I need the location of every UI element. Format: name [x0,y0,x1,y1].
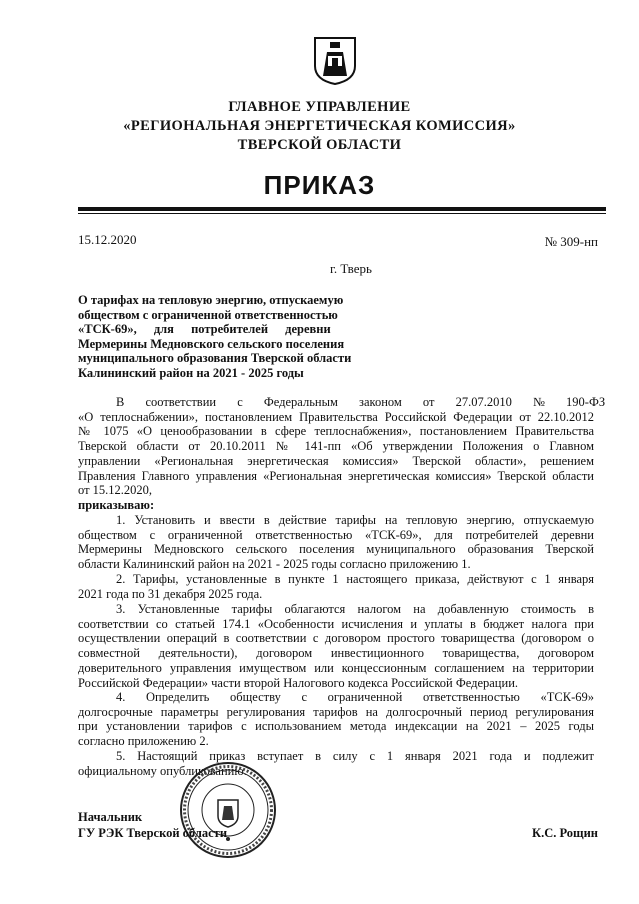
text-line: управлении «Региональная энергетическая комиссия» Тверской области», решением [78,453,594,468]
header-divider [78,207,606,211]
text-line: В соответствии с Федеральным законом от 27.07.2010 № 190-ФЗ [116,395,606,409]
text-line: от 15.12.2020, [78,483,153,498]
text-line: Мермерины Медновского сельского поселения муниципального образования Тверской [78,542,594,557]
text-line: области Калининский район на 2021 - 2025 годы согласно приложению 1. [78,557,471,572]
orders-word: приказываю: [78,497,155,512]
coat-of-arms-icon [313,36,357,86]
text-line: 3. Установленные тарифы облагаются налогом на добавленную стоимость в [116,602,594,616]
order-item-3 [78,602,594,690]
order-item-5 [78,749,594,778]
signatory-organization: ГУ РЭК Тверской области [78,826,228,840]
text-line: Российской Федерации» части второй Налогового кодекса Российской Федерации. [78,675,519,690]
subject-line: муниципального образования Тверской области [78,351,352,366]
text-line: 4. Определить обществу с ограниченной ответственностью «ТСК-69» [116,690,594,704]
org-name-line-1: ГЛАВНОЕ УПРАВЛЕНИЕ [228,99,411,115]
text-line: долгосрочные параметры регулирования тарифов на долгосрочный период регулирования [78,704,594,719]
subject-line: обществом с ограниченной ответственностью [78,307,338,322]
subject-line: Калининский район на 2021 - 2025 годы [78,365,304,380]
signatory-position: Начальник [78,810,143,824]
text-line: соответствии со статьей 174.1 «Особенности исчисления и уплаты в бюджет налога при [78,616,594,631]
document-number: № 309-нп [544,234,598,249]
document-subject [78,293,370,381]
order-item-2 [78,572,594,601]
text-line: 1. Установить и ввести в действие тарифы на тепловую энергию, отпускаемую [116,513,594,527]
document-type-title: ПРИКАЗ [263,170,376,200]
text-line: согласно приложению 2. [78,734,209,749]
text-line: осуществлении операций в соответствии с договором простого товарищества (договором о [78,631,594,646]
order-item-1 [78,513,594,572]
text-line: 2. Тарифы, установленные в пункте 1 настоящего приказа, действуют с 1 января [116,572,594,586]
preamble-paragraph [78,395,606,513]
subject-line: «ТСК-69», для потребителей деревни [78,322,331,337]
text-line: «О теплоснабжении», постановлением Правительства Российской Федерации от 22.10.2012 [78,409,594,424]
text-line: 2021 года по 31 декабря 2025 года. [78,586,263,601]
text-line: при установлении тарифов с использованием метода индексации на 2021 – 2025 годы [78,719,594,734]
org-name-line-3: ТВЕРСКОЙ ОБЛАСТИ [237,137,402,153]
org-name-line-2: «РЕГИОНАЛЬНАЯ ЭНЕРГЕТИЧЕСКАЯ КОМИССИЯ» [123,118,516,134]
signatory-name: К.С. Рощин [532,826,598,840]
text-line: обществом с ограниченной ответственностью «ТСК-69», для потребителей деревни [78,527,594,542]
text-line: Тверской области от 20.10.2011 № 141-пп «Об утверждении Положения о Главном [78,439,594,454]
text-line: доверительного управления имуществом или концессионным соглашением на территории [78,660,594,675]
document-city: г. Тверь [330,261,372,276]
document-date: 15.12.2020 [78,232,137,247]
text-line: официальному опубликованию. [78,763,247,778]
subject-line: О тарифах на тепловую энергию, отпускаемую [78,293,344,307]
text-line: совместной деятельности), договором инвестиционного товарищества, договором [78,646,594,661]
order-item-4 [78,690,594,749]
official-seal-icon [178,760,278,860]
text-line: 5. Настоящий приказ вступает в силу с 1 января 2021 года и подлежит [116,749,594,763]
header-divider-thin [78,213,606,214]
text-line: № 1075 «О ценообразовании в сфере теплоснабжения», постановлением Правительства [78,424,594,439]
text-line: Правления Главного управления «Региональная энергетическая комиссия» Тверской области [78,468,594,483]
subject-line: Мермерины Медновского сельского поселения [78,336,345,351]
